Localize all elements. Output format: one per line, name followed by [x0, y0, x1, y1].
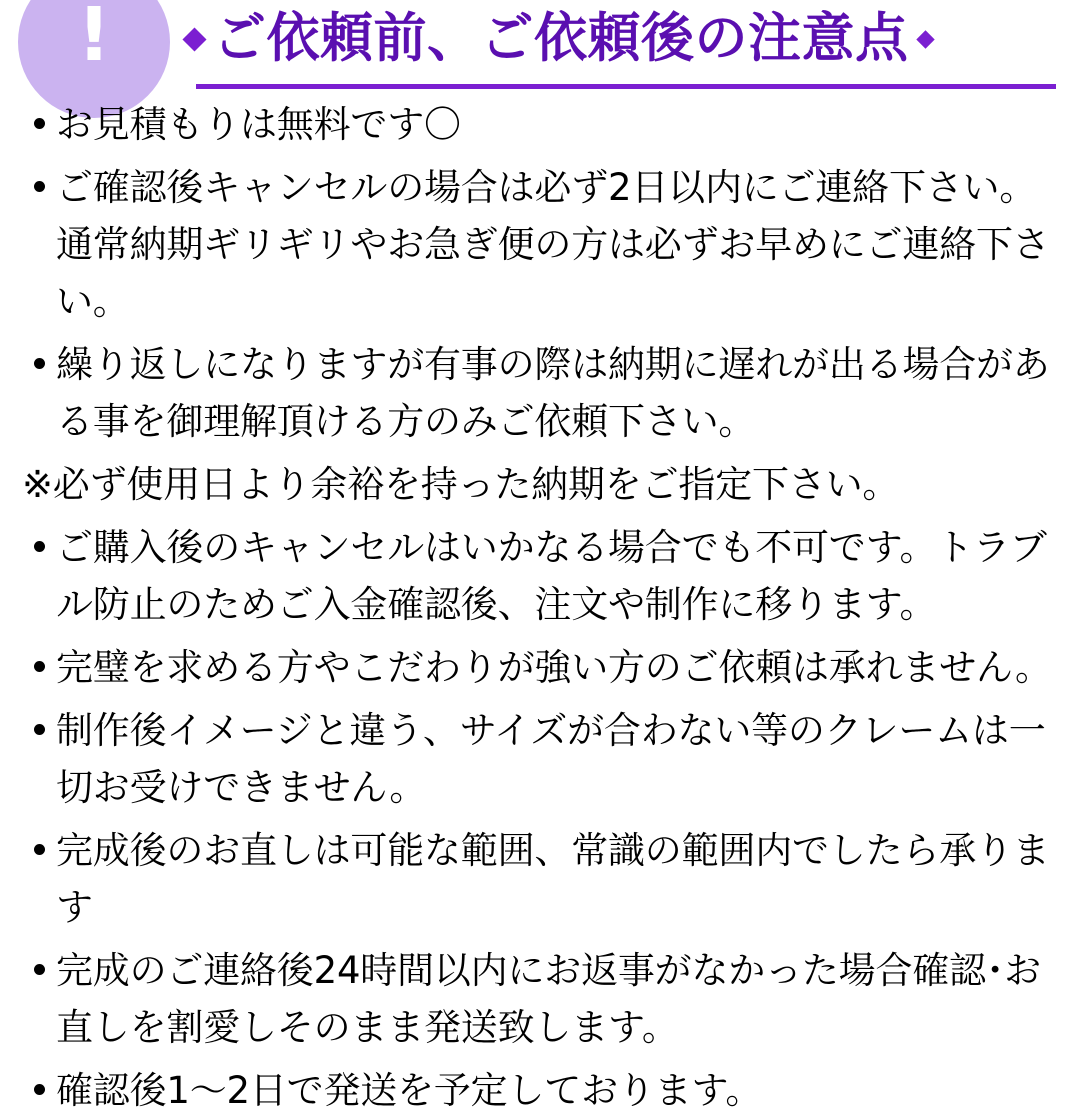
title-underline-divider	[196, 84, 1056, 89]
list-item-text: 制作後イメージと違う、サイズが合わない等のクレームは一切お受けできません。	[56, 709, 1046, 809]
diamond-icon-right	[916, 30, 934, 48]
list-item-text: 完成のご連絡後24時間以内にお返事がなかった場合確認･お直しを割愛しそのまま発送致します。	[56, 949, 1041, 1049]
exclamation-mark: !	[77, 0, 111, 78]
title-row	[186, 10, 1074, 68]
bullet-icon	[22, 822, 56, 879]
list-item-text: お見積もりは無料です〇	[56, 103, 461, 146]
list-item	[22, 336, 1066, 450]
list-item-text: 繰り返しになりますが有事の際は納期に遅れが出る場合がある事を御理解頂ける方のみご依頼下さい。	[56, 343, 1050, 443]
list-item	[22, 519, 1066, 633]
notice-list	[0, 96, 1080, 1112]
list-item	[22, 942, 1066, 1056]
list-item-text: ご確認後キャンセルの場合は必ず2日以内にご連絡下さい。通常納期ギリギリやお急ぎ便の方は必ずお早めにご連絡下さい。	[56, 166, 1050, 323]
list-item-text: ご購入後のキャンセルはいかなる場合でも不可です。トラブル防止のためご入金確認後、注文や制作に移ります。	[56, 526, 1047, 626]
list-item-text: 完璧を求める方やこだわりが強い方のご依頼は承れません。	[56, 646, 1052, 689]
page-title: ご依頼前、ご依頼後の注意点	[213, 8, 909, 69]
list-item-text: 確認後1〜2日で発送を予定しております。	[56, 1069, 763, 1112]
bullet-icon	[22, 96, 56, 153]
list-item	[22, 96, 1066, 153]
list-item	[22, 159, 1066, 330]
list-item	[22, 639, 1066, 696]
list-item-text: 完成後のお直しは可能な範囲、常識の範囲内でしたら承ります	[56, 829, 1050, 929]
bullet-icon	[22, 336, 56, 393]
bullet-icon	[22, 159, 56, 216]
list-item	[22, 1062, 1066, 1119]
list-item	[22, 702, 1066, 816]
bullet-icon	[22, 519, 56, 576]
list-item	[22, 822, 1066, 936]
bullet-icon	[22, 639, 56, 696]
list-item-note	[22, 456, 1066, 513]
bullet-icon	[22, 942, 56, 999]
diamond-icon-left	[182, 27, 206, 51]
page-header	[0, 0, 1080, 92]
list-item-text: ※必ず使用日より余裕を持った納期をご指定下さい。	[22, 463, 900, 506]
bullet-icon	[22, 702, 56, 759]
bullet-icon	[22, 1062, 56, 1119]
